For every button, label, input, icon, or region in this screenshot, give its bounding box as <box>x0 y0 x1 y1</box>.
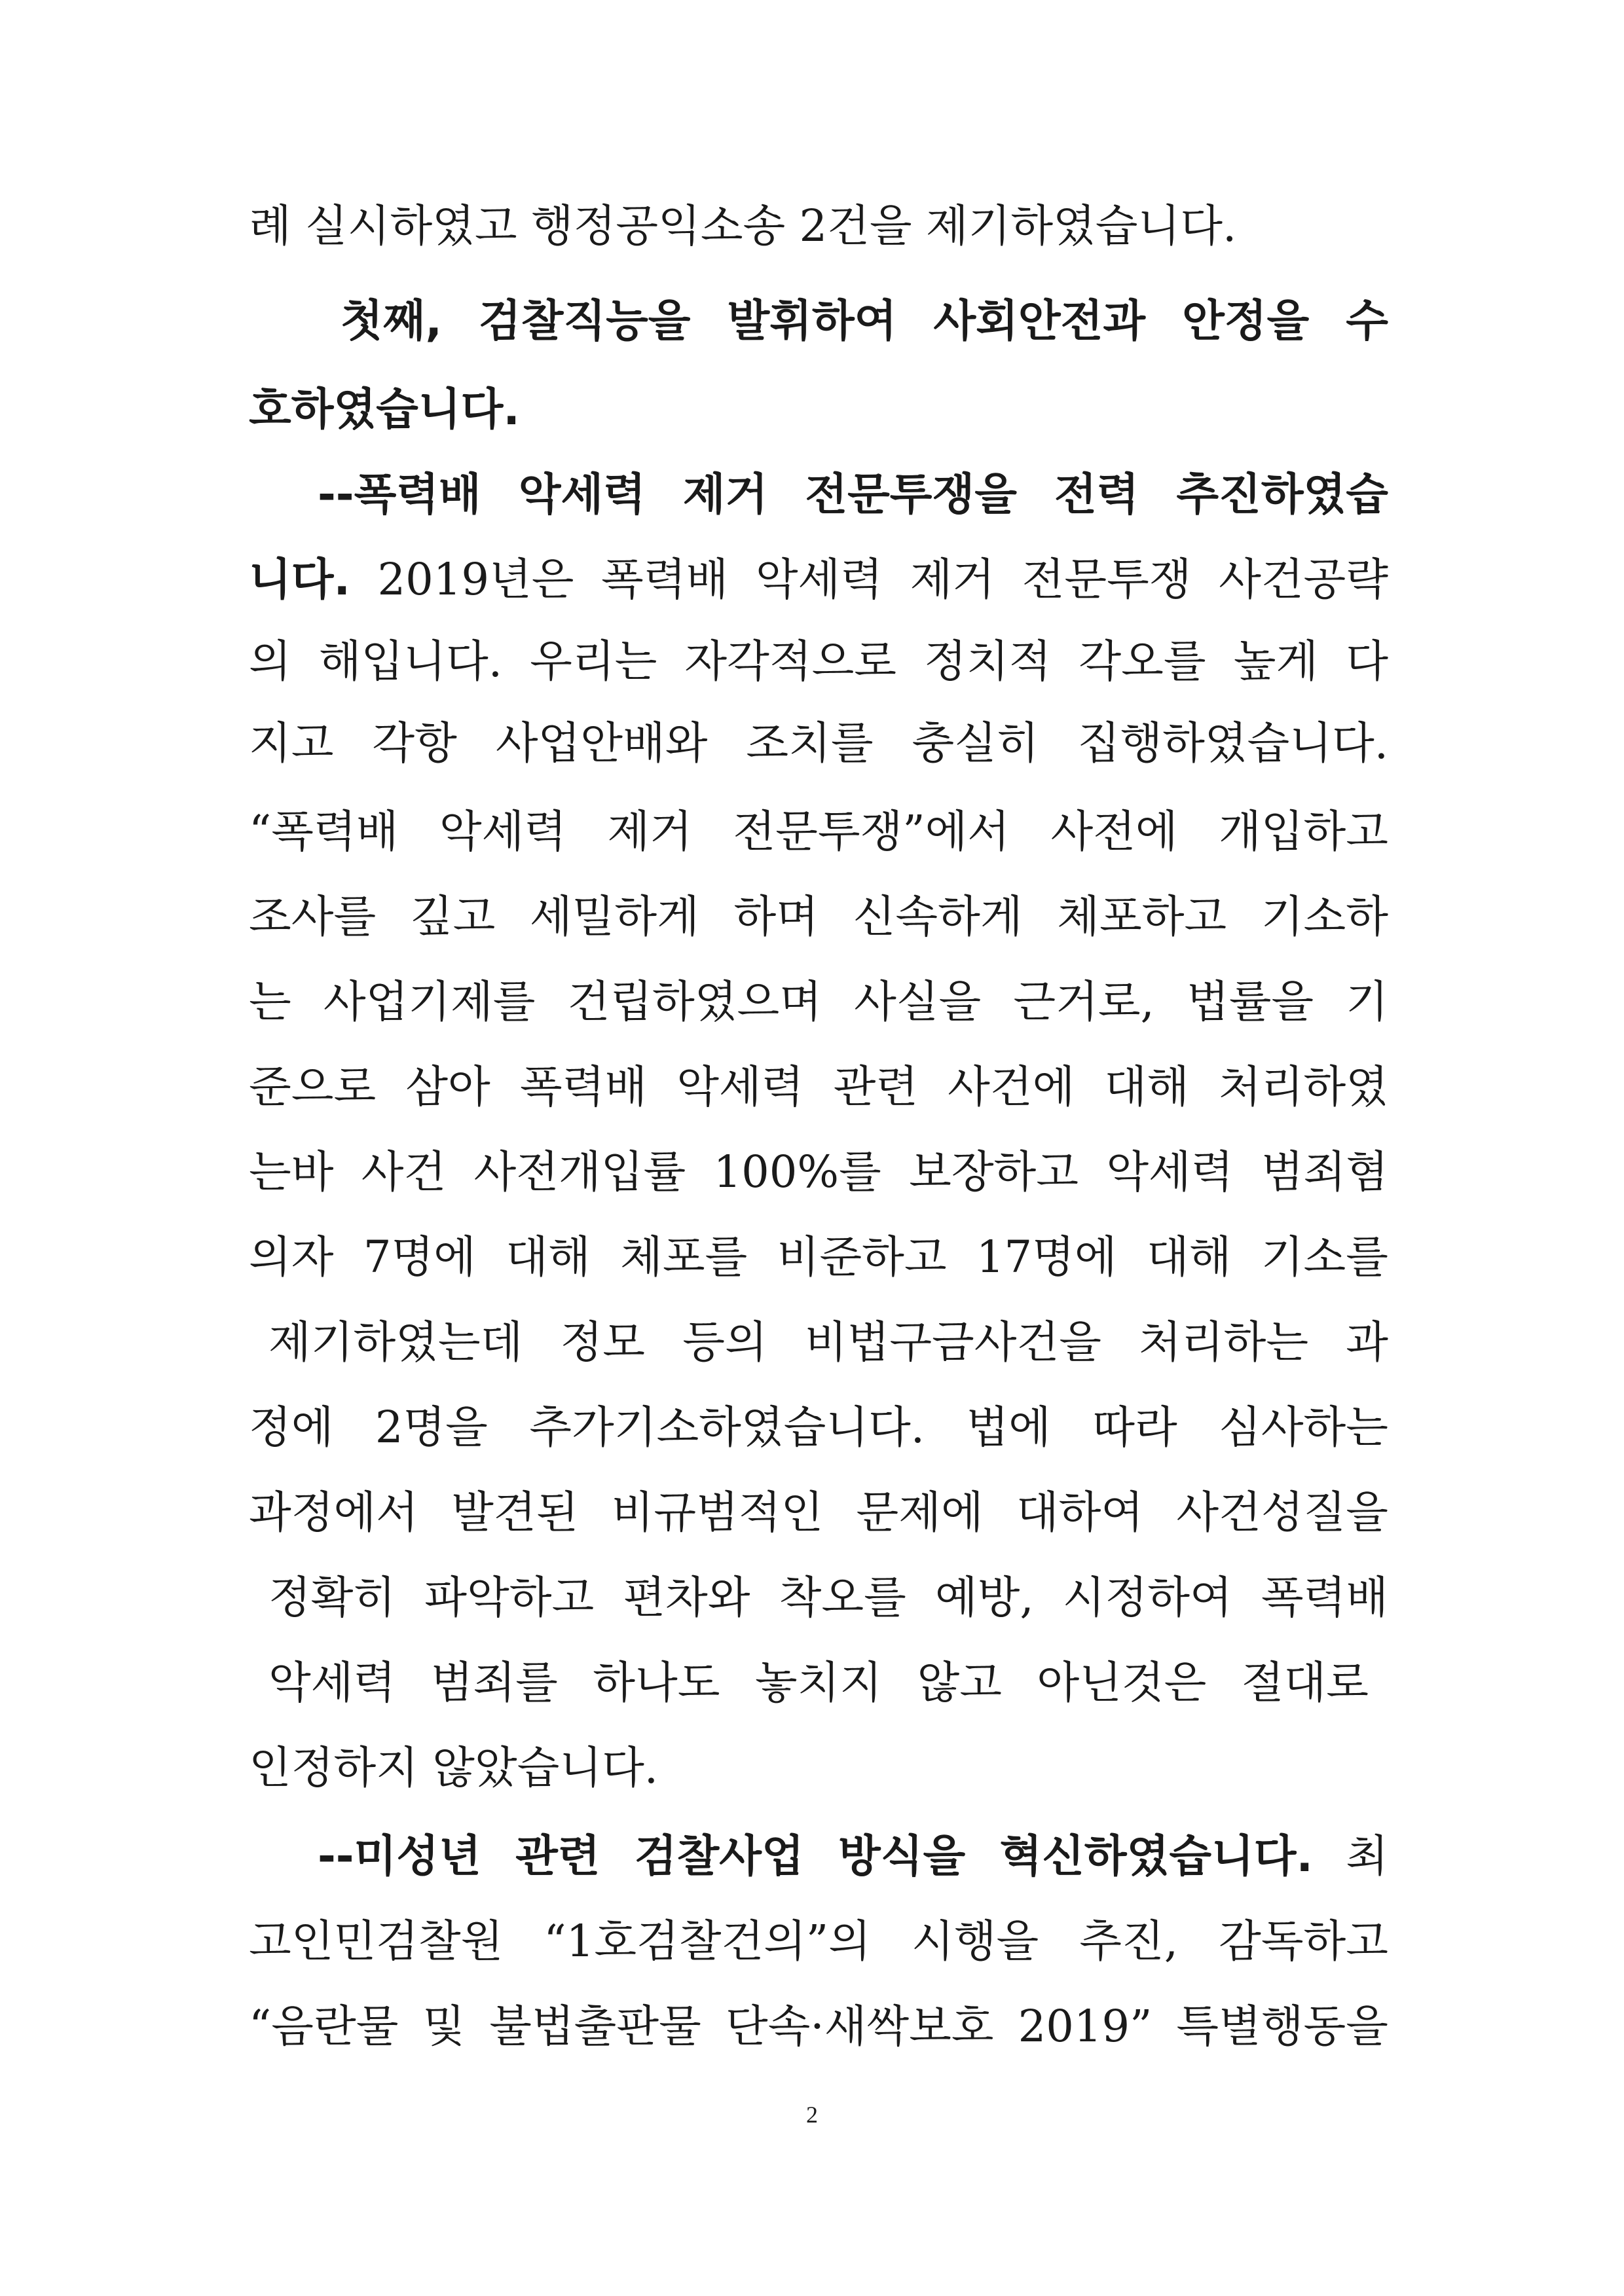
text-segment: 정에 2명을 추가기소하였습니다. 법에 따라 심사하는 <box>249 1402 1388 1453</box>
text-segment: 의자 7명에 대해 체포를 비준하고 17명에 대해 기소를 <box>249 1231 1388 1283</box>
text-line <box>249 1483 1388 1542</box>
text-segment: 과정에서 발견된 비규범적인 문제에 대하여 사건성질을 <box>249 1487 1388 1538</box>
text-line <box>249 887 1388 946</box>
text-line <box>268 1653 1369 1712</box>
section-heading-text: 첫째, 검찰직능을 발휘하여 사회안전과 안정을 수 <box>341 295 1388 346</box>
text-segment: 최 <box>1313 1831 1388 1882</box>
text-segment: 례 실시하였고 행정공익소송 2건을 제기하였습니다. <box>249 200 1237 251</box>
text-segment: 조사를 깊고 세밀하게 하며 신속하게 체포하고 기소하 <box>249 891 1388 942</box>
subheading-text: --미성년 관련 검찰사업 방식을 혁신하였습니다. <box>318 1831 1313 1882</box>
text-line <box>249 1142 1388 1201</box>
section-heading-line <box>341 291 1388 350</box>
text-line <box>249 714 1388 773</box>
text-segment: “음란물 및 불법출판물 단속·새싹보호 2019” 특별행동을 <box>249 2001 1388 2052</box>
text-segment: 준으로 삼아 폭력배 악세력 관련 사건에 대해 처리하였 <box>249 1061 1388 1112</box>
text-segment: 는바 사건 사전개입률 100%를 보장하고 악세력 범죄혐 <box>249 1146 1388 1197</box>
text-line <box>249 1997 1388 2056</box>
text-segment: 인정하지 않았습니다. <box>249 1742 659 1793</box>
text-segment: 제기하였는데 정모 등의 비법구금사건을 처리하는 과 <box>268 1317 1388 1368</box>
subheading-text: 니다. <box>249 554 350 605</box>
page-number: 2 <box>806 2102 818 2128</box>
text-line <box>249 802 1388 861</box>
text-line <box>249 1057 1388 1116</box>
text-line <box>249 1738 1388 1797</box>
section-heading-line <box>249 380 1388 439</box>
text-segment: 정확히 파악하고 편차와 착오를 예방, 시정하여 폭력배 <box>268 1572 1388 1623</box>
text-line <box>249 1398 1388 1457</box>
subheading-line <box>318 465 1388 524</box>
text-line <box>249 1228 1388 1286</box>
text-segment: 악세력 범죄를 하나도 놓치지 않고 아닌것은 절대로 <box>268 1657 1369 1708</box>
text-segment: 의 해입니다. 우리는 자각적으로 정치적 각오를 높게 다 <box>249 636 1388 687</box>
text-line <box>249 196 1388 255</box>
text-segment: 는 사업기제를 건립하였으며 사실을 근거로, 법률을 기 <box>249 976 1388 1027</box>
text-segment: 고인민검찰원 “1호검찰건의”의 시행을 추진, 감독하고 <box>249 1916 1388 1967</box>
text-line <box>268 1568 1388 1627</box>
text-line <box>318 1827 1388 1886</box>
text-segment: “폭력배 악세력 제거 전문투쟁”에서 사전에 개입하고 <box>249 806 1388 857</box>
text-line <box>249 632 1388 691</box>
text-line <box>249 550 1388 609</box>
text-line <box>249 972 1388 1031</box>
subheading-text: --폭력배 악세력 제거 전문투쟁을 전력 추진하였습 <box>318 469 1388 520</box>
text-line <box>249 1912 1388 1971</box>
text-segment: 지고 각항 사업안배와 조치를 충실히 집행하였습니다. <box>249 718 1388 769</box>
text-line <box>268 1313 1388 1372</box>
text-segment: 2019년은 폭력배 악세력 제거 전문투쟁 사건공략 <box>350 554 1388 605</box>
section-heading-text: 호하였습니다. <box>249 384 520 435</box>
